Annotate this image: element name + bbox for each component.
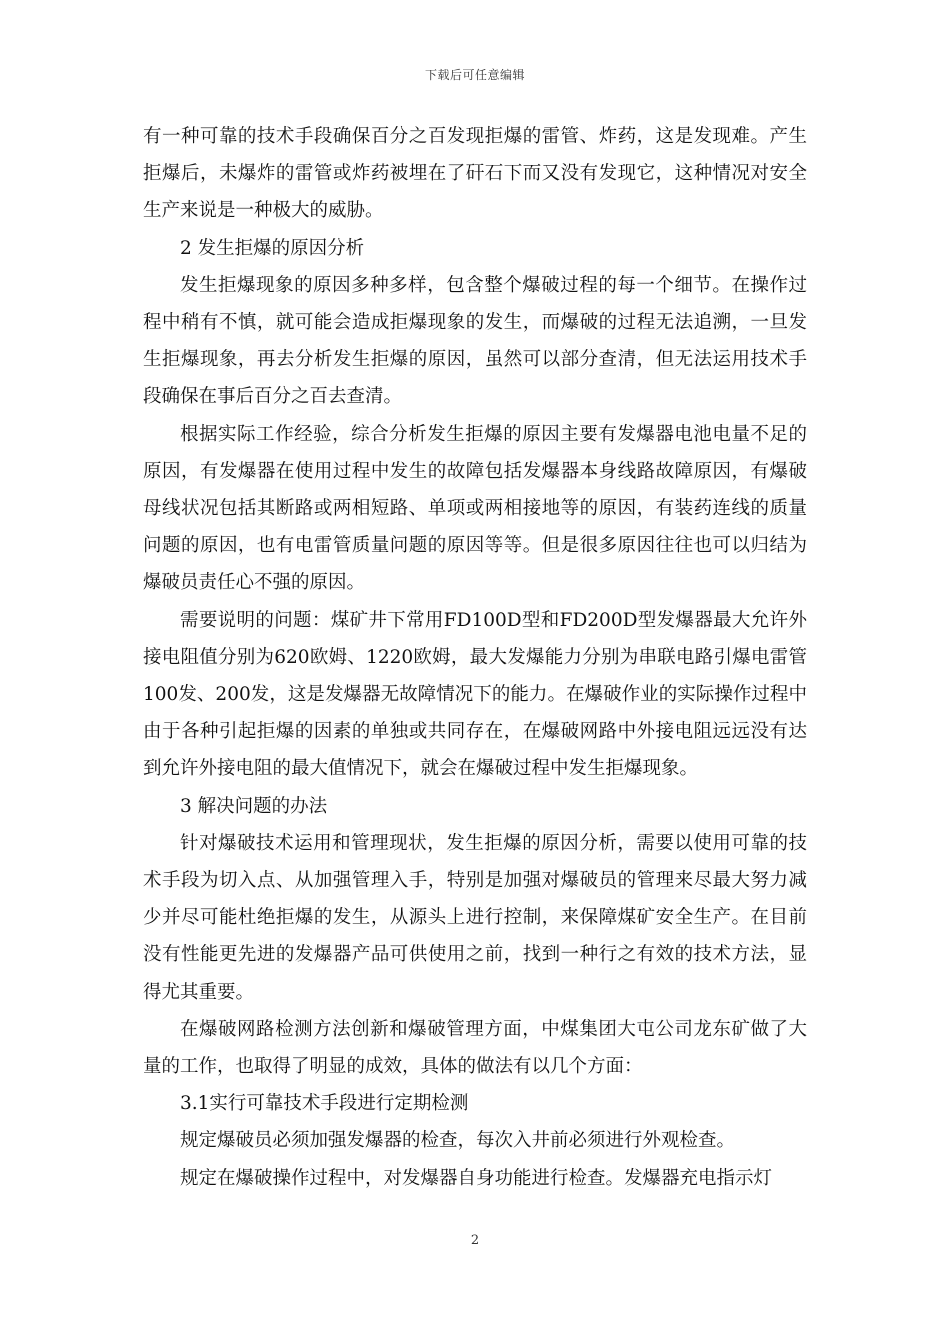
page-header: 下载后可任意编辑 xyxy=(424,68,525,82)
page-number: 2 xyxy=(470,1233,480,1248)
paragraph: 规定在爆破操作过程中，对发爆器自身功能进行检查。发爆器充电指示灯 xyxy=(180,1167,773,1189)
paragraph-continuation: 有一种可靠的技术手段确保百分之百发现拒爆的雷管、炸药，这是发现难。产生拒爆后，未爆炸的雷管或炸药被埋在了矸石下而又没有发现它，这种情况对安全生产来说是一种极大的威胁。 xyxy=(143,126,807,222)
paragraph: 需要说明的问题：煤矿井下常用FD100D型和FD200D型发爆器最大允许外接电阻值分别为620欧姆、1220欧姆，最大发爆能力分别为串联电路引爆电雷管100发、200发，这是发爆器无故障情况下的能力。在爆破作业的实际操作过程中由于各种引起拒爆的因素的单独或共同存在，在爆破网路中外接电阻远远没有达到允许外接电阻的最大值情况下，就会在爆破过程中发生拒爆现象。 xyxy=(143,609,807,780)
section-heading-2: 2 发生拒爆的原因分析 xyxy=(180,237,365,259)
document-body xyxy=(143,118,807,1197)
paragraph: 在爆破网路检测方法创新和爆破管理方面，中煤集团大屯公司龙东矿做了大量的工作，也取得了明显的成效，具体的做法有以几个方面： xyxy=(143,1018,807,1078)
paragraph: 根据实际工作经验，综合分析发生拒爆的原因主要有发爆器电池电量不足的原因，有发爆器在使用过程中发生的故障包括发爆器本身线路故障原因，有爆破母线状况包括其断路或两相短路、单项或两相接地等的原因，有装药连线的质量问题的原因，也有电雷管质量问题的原因等等。但是很多原因往往也可以归结为爆破员责任心不强的原因。 xyxy=(143,423,807,594)
subsection-heading-3-1: 3.1实行可靠技术手段进行定期检测 xyxy=(180,1093,469,1115)
paragraph: 发生拒爆现象的原因多种多样，包含整个爆破过程的每一个细节。在操作过程中稍有不慎，就可能会造成拒爆现象的发生，而爆破的过程无法追溯，一旦发生拒爆现象，再去分析发生拒爆的原因，虽然可以部分查清，但无法运用技术手段确保在事后百分之百去查清。 xyxy=(143,274,807,408)
paragraph: 针对爆破技术运用和管理现状，发生拒爆的原因分析，需要以使用可靠的技术手段为切入点、从加强管理入手，特别是加强对爆破员的管理来尽最大努力减少并尽可能杜绝拒爆的发生，从源头上进行控制，来保障煤矿安全生产。在目前没有性能更先进的发爆器产品可供使用之前，找到一种行之有效的技术方法，显得尤其重要。 xyxy=(143,832,807,1003)
section-heading-3: 3 解决问题的办法 xyxy=(180,795,328,817)
paragraph: 规定爆破员必须加强发爆器的检查，每次入井前必须进行外观检查。 xyxy=(180,1130,736,1152)
